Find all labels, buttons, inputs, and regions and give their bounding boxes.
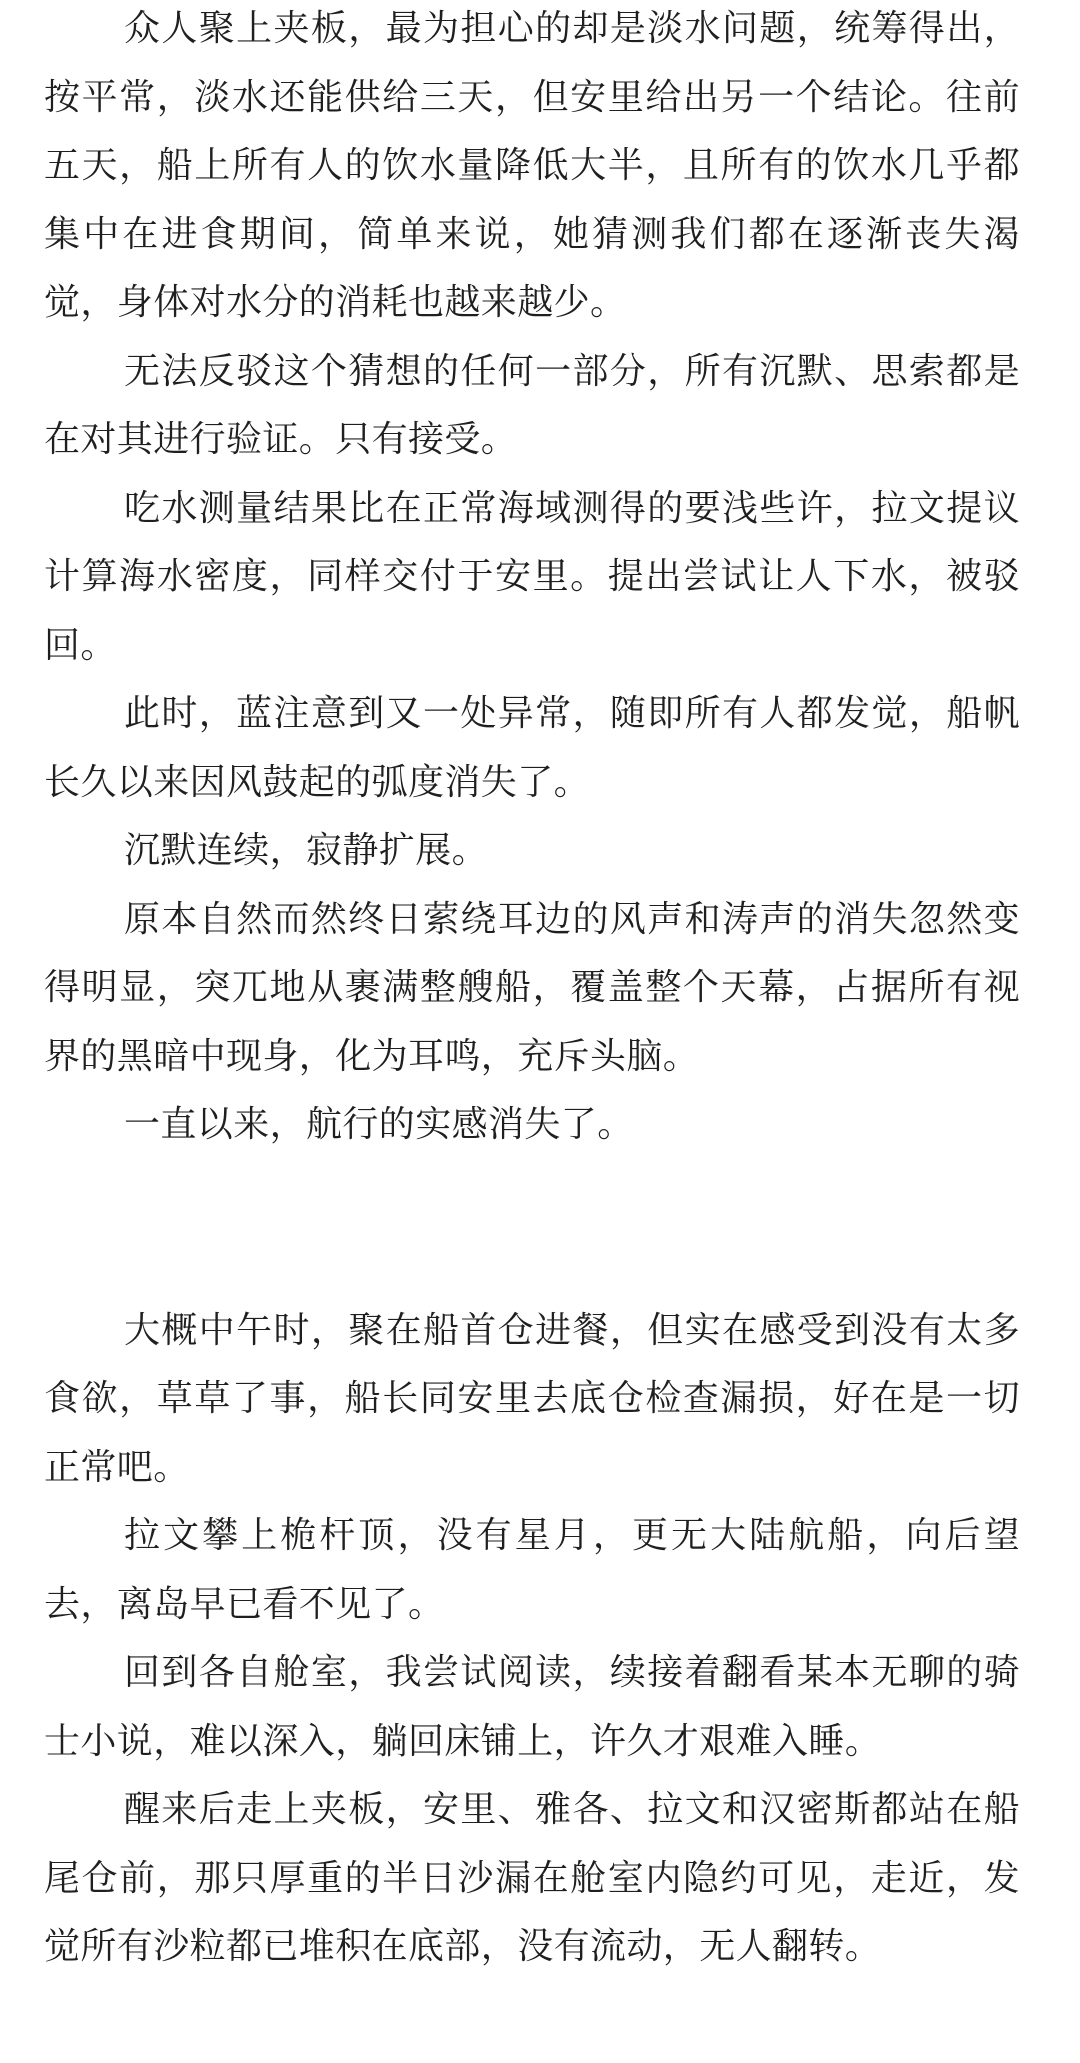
text-section-2 [44,1297,1020,1982]
paragraph: 拉文攀上桅杆顶，没有星月，更无大陆航船，向后望去，离岛早已看不见了。 [44,1515,1020,1625]
paragraph: 大概中午时，聚在船首仓进餐，但实在感受到没有太多食欲，草草了事，船长同安里去底仓检查漏损，好在是一切正常吧。 [44,1309,1020,1488]
paragraph: 原本自然而然终日萦绕耳边的风声和涛声的消失忽然变得明显，突兀地从裹满整艘船，覆盖整个天幕，占据所有视界的黑暗中现身，化为耳鸣，充斥头脑。 [44,898,1020,1077]
paragraph: 此时，蓝注意到又一处异常，随即所有人都发觉，船帆长久以来因风鼓起的弧度消失了。 [44,693,1020,803]
paragraph: 一直以来，航行的实感消失了。 [124,1104,634,1145]
paragraph: 吃水测量结果比在正常海域测得的要浅些许，拉文提议计算海水密度，同样交付于安里。提出尝试让人下水，被驳回。 [44,487,1020,666]
section-break [44,1160,1020,1297]
paragraph: 众人聚上夹板，最为担心的却是淡水问题，统筹得出，按平常，淡水还能供给三天，但安里给出另一个结论。往前五天，船上所有人的饮水量降低大半，且所有的饮水几乎都集中在进食期间，简单来说，她猜测我们都在逐渐丧失渴觉，身体对水分的消耗也越来越少。 [44,8,1020,323]
paragraph: 醒来后走上夹板，安里、雅各、拉文和汉密斯都站在船尾仓前，那只厚重的半日沙漏在舱室内隐约可见，走近，发觉所有沙粒都已堆积在底部，没有流动，无人翻转。 [44,1789,1020,1967]
paragraph: 回到各自舱室，我尝试阅读，续接着翻看某本无聊的骑士小说，难以深入，躺回床铺上，许久才艰难入睡。 [44,1652,1020,1762]
text-section-1 [44,0,1020,1160]
paragraph: 无法反驳这个猜想的任何一部分，所有沉默、思索都是在对其进行验证。只有接受。 [44,350,1020,460]
paragraph: 沉默连续，寂静扩展。 [124,830,489,871]
